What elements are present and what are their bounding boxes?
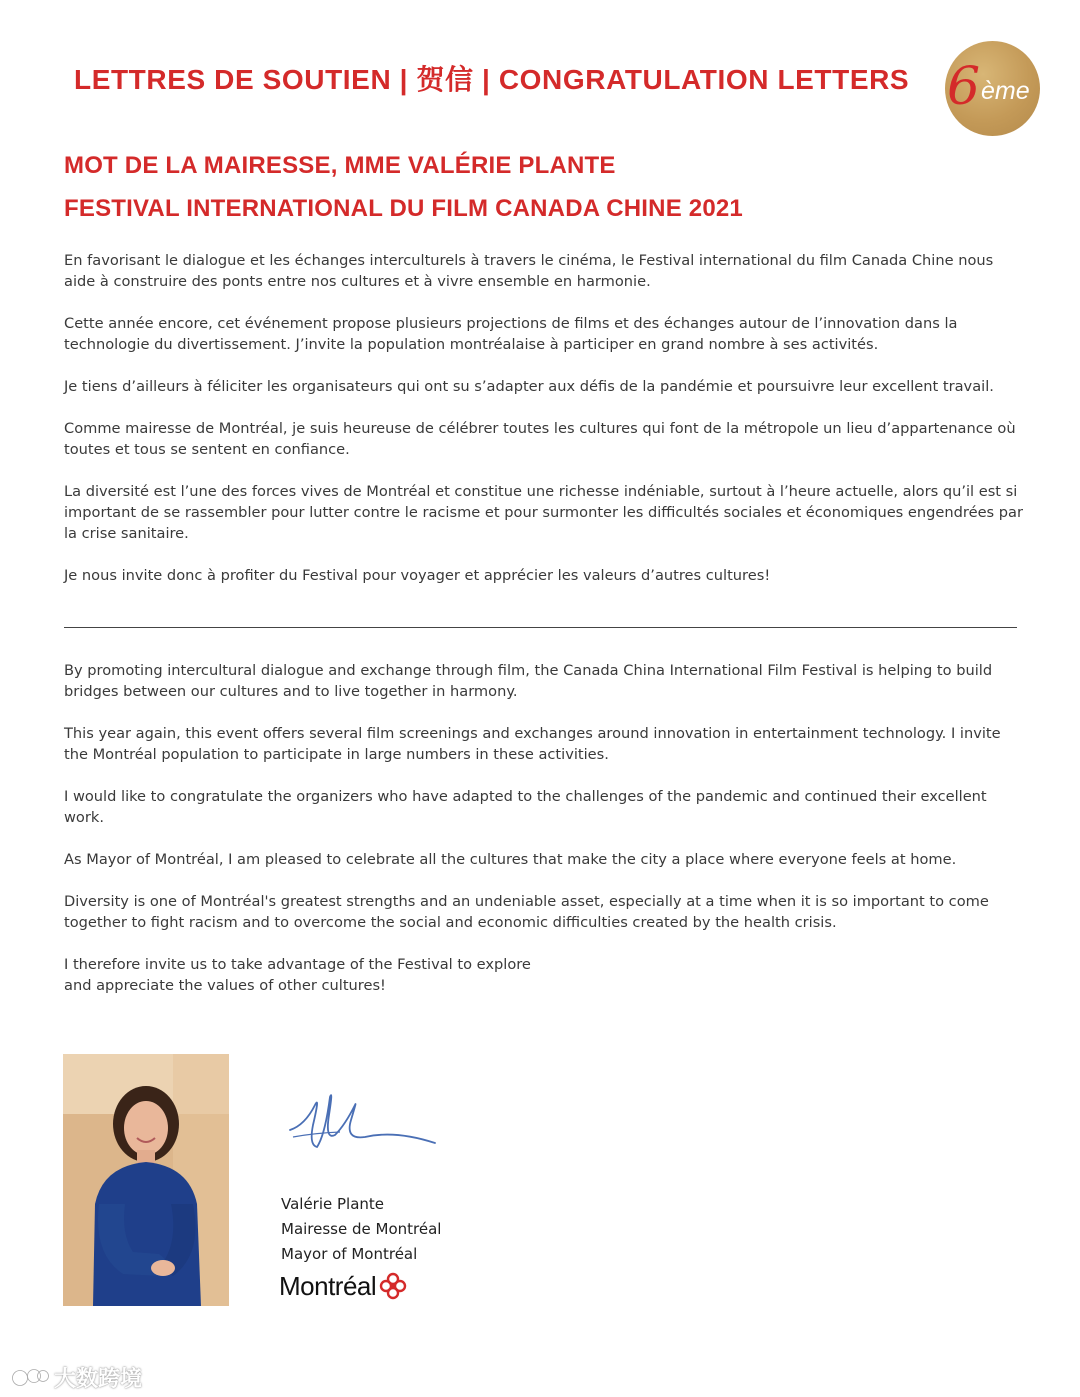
english-paragraph: By promoting intercultural dialogue and exchange through film, the Canada China International Film Festival is helping to build bridges between our cultures and to live together in harmony.: [64, 662, 993, 700]
french-paragraph: Je nous invite donc à profiter du Festival pour voyager et apprécier les valeurs d’autres cultures!: [64, 567, 771, 584]
french-paragraph: Cette année encore, cet événement propose plusieurs projections de films et des échanges autour de l’innovation dans la technologie du divertissement. J’invite la population montréalaise à participer en grand nombre à ses activités.: [64, 315, 958, 353]
english-letter-body: [64, 660, 1024, 1017]
english-paragraph: This year again, this event offers several film screenings and exchanges around innovation in entertainment technology. I invite the Montréal population to participate in large numbers in these activities.: [64, 725, 1001, 763]
french-letter-body: [64, 250, 1024, 607]
letter-title-line2: FESTIVAL INTERNATIONAL DU FILM CANADA CHINE 2021: [64, 195, 743, 222]
watermark-logo-icon: [10, 1366, 50, 1390]
page-header-title: LETTRES DE SOUTIEN | 贺信 | CONGRATULATION LETTERS: [74, 64, 910, 95]
english-paragraph: As Mayor of Montréal, I am pleased to celebrate all the cultures that make the city a place where everyone feels at home.: [64, 851, 957, 868]
badge-number: 6: [947, 57, 981, 117]
badge-suffix: ème: [981, 77, 1030, 105]
handwritten-signature-icon: [285, 1085, 445, 1160]
french-paragraph: Je tiens d’ailleurs à féliciter les organisateurs qui ont su s’adapter aux défis de la pandémie et poursuivre leur excellent travail.: [64, 378, 994, 395]
watermark-text: 大数跨境: [54, 1367, 143, 1392]
mayor-portrait-photo: [63, 1054, 229, 1306]
montreal-rose-logo-icon: [378, 1271, 408, 1301]
french-paragraph: La diversité est l’une des forces vives de Montréal et constitue une richesse indéniable, surtout à l’heure actuelle, alors qu’il est si important de se rassembler pour lutter contre le racisme et pour surmonter les difficultés sociales et économiques engendrées par la crise sanitaire.: [64, 483, 1023, 542]
signer-title-fr: Mairesse de Montréal: [281, 1220, 442, 1238]
montreal-logo-text: Montréal: [279, 1270, 377, 1301]
sixth-edition-badge-icon: [945, 41, 1040, 136]
french-paragraph: En favorisant le dialogue et les échanges interculturels à travers le cinéma, le Festival international du film Canada Chine nous aide à construire des ponts entre nos cultures et à vivre ensemble en harmonie.: [64, 252, 994, 290]
english-paragraph: Diversity is one of Montréal's greatest strengths and an undeniable asset, especially at a time when it is so important to come together to fight racism and to overcome the social and economic difficulties created by the health crisis.: [64, 893, 989, 931]
montreal-logo: [279, 1268, 408, 1304]
watermark: [10, 1362, 142, 1393]
english-paragraph: I would like to congratulate the organizers who have adapted to the challenges of the pandemic and continued their excellent work.: [64, 788, 987, 826]
section-divider: [64, 627, 1017, 628]
signer-name: Valérie Plante: [281, 1195, 385, 1213]
letter-title-line1: MOT DE LA MAIRESSE, MME VALÉRIE PLANTE: [64, 152, 616, 179]
english-paragraph: I therefore invite us to take advantage of the Festival to explore and appreciate the values of other cultures!: [64, 956, 531, 994]
signer-title-en: Mayor of Montréal: [281, 1245, 418, 1263]
french-paragraph: Comme mairesse de Montréal, je suis heureuse de célébrer toutes les cultures qui font de la métropole un lieu d’appartenance où toutes et tous se sentent en confiance.: [64, 420, 1016, 458]
signature-block: [281, 1192, 441, 1267]
